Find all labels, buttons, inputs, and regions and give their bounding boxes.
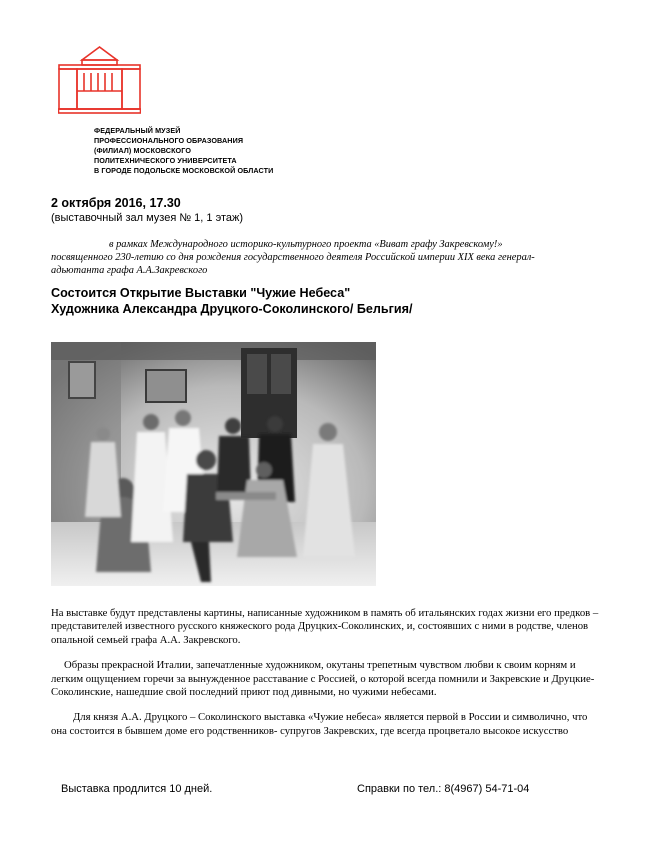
- museum-logo: [58, 46, 141, 114]
- organization-name: [94, 126, 314, 176]
- org-line: ПОЛИТЕХНИЧЕСКОГО УНИВЕРСИТЕТА: [94, 156, 237, 165]
- article-body: [51, 607, 604, 750]
- org-line: ПРОФЕССИОНАЛЬНОГО ОБРАЗОВАНИЯ: [94, 136, 244, 145]
- headline-line: Художника Александра Друцкого-Соколинского/ Бельгия/: [51, 302, 413, 316]
- org-line: (ФИЛИАЛ) МОСКОВСКОГО: [94, 146, 192, 155]
- intro-line: адьютанта графа А.А.Закревского: [51, 265, 208, 276]
- body-paragraph: Для князя А.А. Друцкого – Соколинского выставка «Чужие небеса» является первой в России и символично, что она состоится в бывшем доме его родственников- супругов Закревских, где всегда процветало высокое искусство: [51, 711, 588, 737]
- contact-phone: Справки по тел.: 8(4967) 54-71-04: [357, 783, 530, 795]
- org-line: В ГОРОДЕ ПОДОЛЬСКЕ МОСКОВСКОЙ ОБЛАСТИ: [94, 166, 274, 175]
- exhibition-duration: Выставка продлится 10 дней.: [61, 783, 213, 795]
- painting-group-portrait-image: [51, 342, 376, 586]
- event-venue: (выставочный зал музея № 1, 1 этаж): [51, 212, 244, 224]
- headline: [51, 285, 611, 317]
- intro-line: в рамках Международного историко-культурного проекта «Виват графу Закревскому!»: [109, 239, 503, 250]
- museum-building-icon: [58, 46, 141, 114]
- org-line: ФЕДЕРАЛЬНЫЙ МУЗЕЙ: [94, 126, 181, 135]
- intro-line: посвященного 230-летию со дня рождения государственного деятеля Российской империи XIX века генерал-: [51, 252, 535, 263]
- project-intro: [51, 238, 611, 277]
- event-date: 2 октября 2016, 17.30: [51, 196, 181, 210]
- painting-image: [51, 342, 376, 586]
- body-paragraph: Образы прекрасной Италии, запечатленные художником, окутаны трепетным чувством любви к своим корням и легким ощущением горечи за вынужденное расставание с Россией, о которой всегда помнили и Закревские и Друцкие-Соколинские, нашедшие свой последний приют под дивными, но чужими небесами.: [51, 659, 595, 699]
- body-paragraph: На выставке будут представлены картины, написанные художником в память об итальянских годах жизни его предков – представителей известного русского княжеского рода Друцких-Соколинских, и, состоявших с ними в родстве, членов опальной семьей графа А.А. Закревского.: [51, 607, 599, 646]
- headline-line: Состоится Открытие Выставки "Чужие Небеса": [51, 286, 351, 300]
